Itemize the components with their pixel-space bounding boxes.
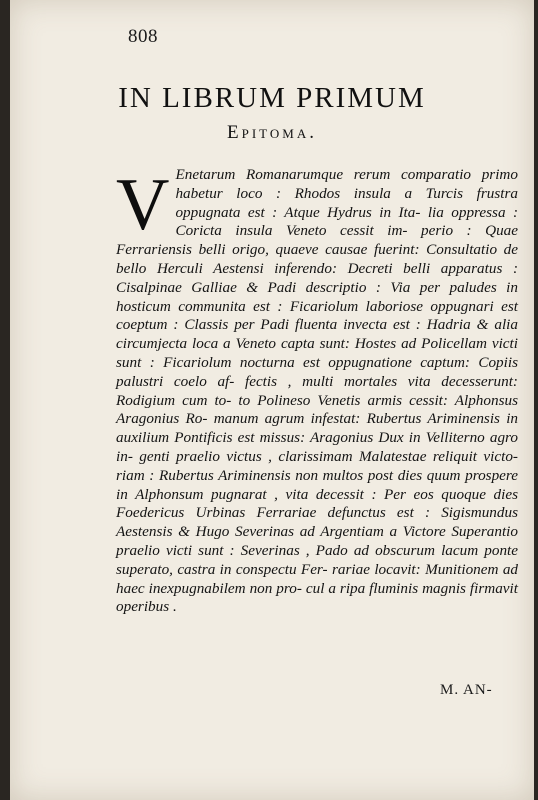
- text-line: quoque dies Foedericus Urbinas Ferrariae defunctus est :: [116, 485, 519, 522]
- text-line: genti praelio victus , clarissimam Malatestae reliquit victo-: [139, 447, 518, 465]
- text-line: lia oppressa : Coricta insula Veneto cessit im-: [175, 203, 518, 240]
- text-line: belli apparatus : Cisalpinae Galliae & Padi descriptio :: [116, 259, 519, 296]
- drop-cap: V: [116, 164, 170, 246]
- text-line: primo habetur loco : Rhodos insula a Turcis: [175, 166, 518, 202]
- epitome-paragraph: [116, 166, 518, 617]
- text-line: prospere in Alphonsum pugnarat , vita decessit : Per eos: [116, 466, 518, 503]
- text-line: Sigismundus Aestensis & Hugo Severinas ad Argentiam: [116, 504, 518, 541]
- text-line: cul a ripa fluminis magnis firmavit operibus .: [116, 579, 518, 616]
- epitome-text: [116, 166, 518, 617]
- text-line: riam : Rubertus Ariminensis non multos post dies quum: [116, 466, 461, 484]
- book-page: [10, 0, 534, 800]
- page-subtitle: Epitoma.: [227, 122, 317, 143]
- text-line: Consultatio de bello Herculi Aestensi inferendo: Decreti: [116, 241, 519, 277]
- text-line: Pontificis est missus: Aragonius Dux in Velliterno agro in-: [116, 429, 518, 465]
- text-line: capta sunt: Hostes ad Policellam victi sunt : Ficariolum: [116, 335, 518, 371]
- text-line: manum agrum infestat: Rubertus Ariminensis in auxilium: [116, 410, 519, 447]
- text-line: invecta est : Hadria & alia circumjecta loca a Veneto: [116, 316, 519, 353]
- catchword: M. AN-: [440, 682, 493, 698]
- page-title: IN LIBRUM PRIMUM: [118, 82, 426, 114]
- page-number: 808: [128, 26, 158, 47]
- text-line: to Polineso Venetis armis cessit: Alphonsus Aragonius Ro-: [116, 391, 518, 428]
- text-line: perio : Quae Ferrariensis belli origo, quaeve causae fuerint:: [116, 222, 519, 259]
- text-line: a Victore Superantio praelio victi sunt : Severinas , Pado: [116, 523, 518, 559]
- text-line: laboriose oppugnari est coeptum : Classis per Padi fluenta: [116, 297, 518, 334]
- text-line: fectis , multi mortales vita decesserunt: Rodigium cum to-: [116, 372, 518, 409]
- text-line: Enetarum Romanarumque rerum comparatio: [175, 166, 472, 183]
- text-line: frustra oppugnata est : Atque Hydrus in Ita-: [175, 184, 518, 221]
- text-line: Via per paludes in hosticum communita est : Ficariolum: [116, 278, 518, 315]
- text-line: rariae locavit: Munitionem ad haec inexpugnabilem non pro-: [116, 560, 519, 597]
- text-line: nocturna est oppugnatione captum: Copiis palustri coelo af-: [116, 353, 519, 390]
- text-line: ad obscurum lacum ponte superato, castra in conspectu Fer-: [116, 541, 519, 578]
